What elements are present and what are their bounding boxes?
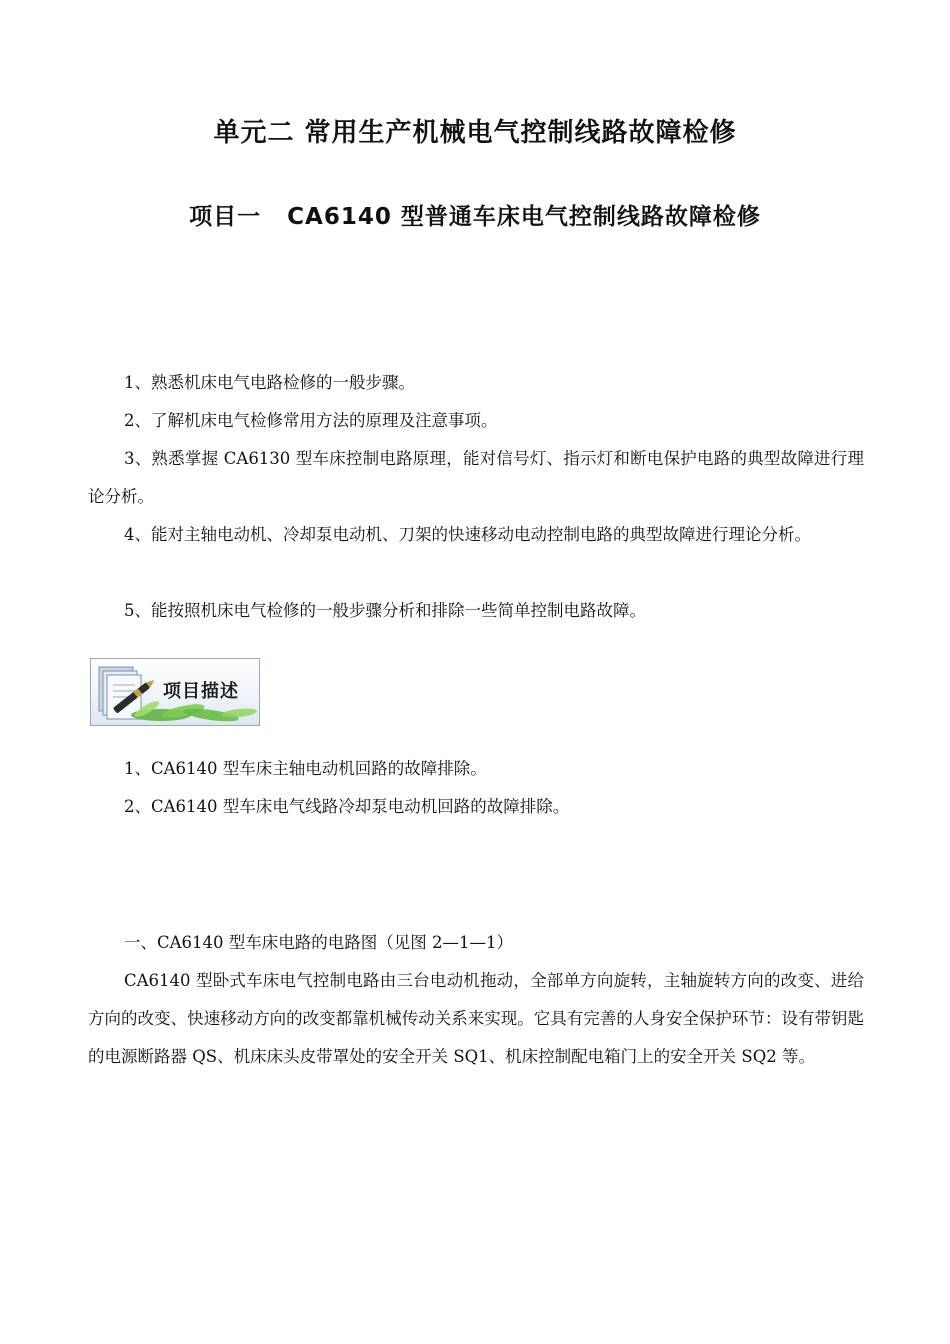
objective-item-2: 2、了解机床电气检修常用方法的原理及注意事项。 xyxy=(124,411,498,430)
project-name: CA6140 型普通车床电气控制线路故障检修 xyxy=(287,204,761,230)
objective-item-3: 3、熟悉掌握 CA6130 型车床控制电路原理，能对信号灯、指示灯和断电保护电路的典型故障进行理论分析。 xyxy=(88,449,864,506)
section-body: CA6140 型卧式车床电气控制电路由三台电动机拖动，全部单方向旋转，主轴旋转方向的改变、进给方向的改变、快速移动方向的改变都靠机械传动关系来实现。它具有完善的人身安全保护环节：设有带钥匙的电源断路器 QS、机床床头皮带罩处的安全开关 SQ1、机床控制配电箱门上的安全开关 SQ2 等。 xyxy=(88,971,864,1066)
task-item-1: 1、CA6140 型车床主轴电动机回路的故障排除。 xyxy=(124,759,487,778)
project-description-label: 项目描述 xyxy=(163,681,239,702)
project-description-banner xyxy=(90,658,260,726)
project-label: 项目一 xyxy=(189,204,262,230)
section-heading: 一、CA6140 型车床电路的电路图（见图 2—1—1） xyxy=(124,933,514,952)
task-item-2: 2、CA6140 型车床电气线路冷却泵电动机回路的故障排除。 xyxy=(124,797,570,816)
objective-item-4: 4、能对主轴电动机、冷却泵电动机、刀架的快速移动电动控制电路的典型故障进行理论分析。 xyxy=(124,525,811,544)
objective-item-1: 1、熟悉机床电气电路检修的一般步骤。 xyxy=(124,373,415,392)
unit-title: 单元二 常用生产机械电气控制线路故障检修 xyxy=(213,118,737,148)
project-title xyxy=(0,198,950,231)
objective-item-5: 5、能按照机床电气检修的一般步骤分析和排除一些简单控制电路故障。 xyxy=(124,601,646,620)
